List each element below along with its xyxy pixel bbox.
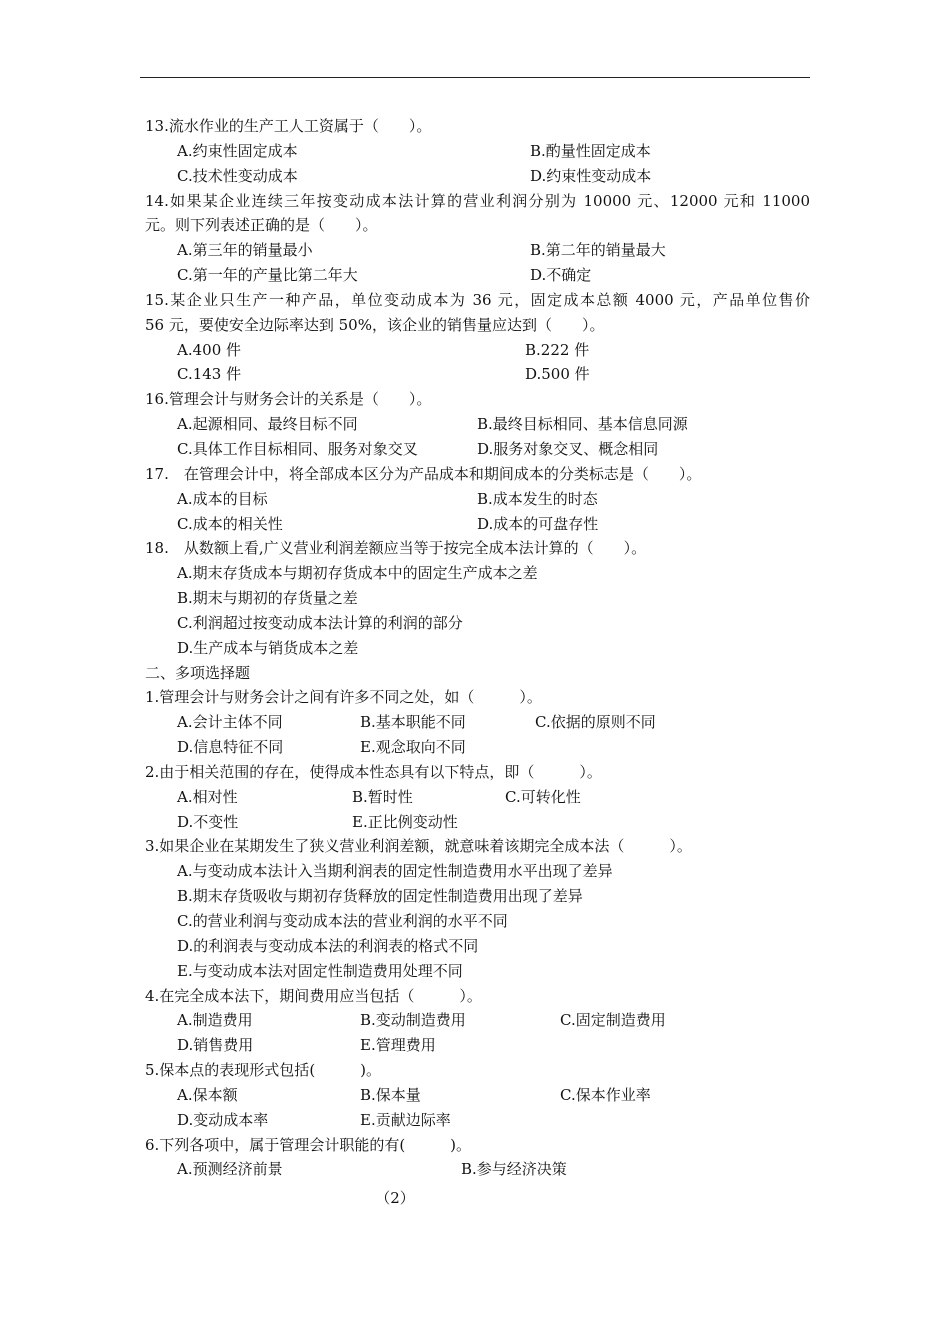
answer-option: A.成本的目标 [177, 489, 268, 508]
answer-option: C.固定制造费用 [560, 1011, 666, 1030]
answer-option: C.的营业利润与变动成本法的营业利润的水平不同 [177, 912, 508, 930]
answer-option: C.利润超过按变动成本法计算的利润的部分 [177, 613, 463, 632]
header-rule [140, 77, 810, 78]
question-line: 元。则下列表述正确的是（ ）。 [145, 216, 378, 235]
answer-option: C.可转化性 [505, 787, 581, 806]
answer-option: E.管理费用 [360, 1036, 436, 1055]
options-row [145, 412, 810, 437]
options-row [145, 437, 810, 462]
question-line: 3.如果企业在某期发生了狭义营业利润差额，就意味着该期完全成本法（ ）。 [145, 837, 692, 856]
question-line: 1.管理会计与财务会计之间有许多不同之处，如（ ）。 [145, 688, 542, 707]
options-row [145, 636, 810, 661]
answer-option: D.服务对象交叉、概念相同 [477, 439, 659, 458]
question-line: 16.管理会计与财务会计的关系是（ ）。 [145, 390, 432, 409]
answer-option: E.贡献边际率 [360, 1110, 451, 1129]
answer-option: A.约束性固定成本 [177, 141, 298, 160]
answer-option: A.制造费用 [177, 1011, 253, 1030]
options-row [145, 1083, 810, 1108]
answer-option: A.400 件 [177, 340, 241, 359]
answer-option: B.变动制造费用 [360, 1011, 466, 1030]
options-row [145, 561, 810, 586]
answer-option: C.143 件 [177, 365, 242, 384]
answer-option: C.具体工作目标相同、服务对象交叉 [177, 439, 418, 458]
question-line: 56 元，要使安全边际率达到 50%，该企业的销售量应达到（ ）。 [145, 315, 605, 334]
exam-content [145, 114, 810, 1182]
options-row [145, 710, 810, 735]
options-row [145, 512, 810, 537]
options-row [145, 238, 810, 263]
answer-option: D.信息特征不同 [177, 738, 284, 757]
answer-option: A.相对性 [177, 787, 238, 806]
question-line: 4.在完全成本法下，期间费用应当包括（ ）。 [145, 986, 482, 1005]
question-line: 二、多项选择题 [145, 663, 251, 682]
options-row [145, 1108, 810, 1133]
options-row [145, 139, 810, 164]
answer-option: A.预测经济前景 [177, 1160, 283, 1179]
options-row [145, 164, 810, 189]
options-row [145, 1157, 810, 1182]
options-row [145, 1033, 810, 1058]
question-line: 5.保本点的表现形式包括( )。 [145, 1061, 382, 1080]
question-line: 17. 在管理会计中，将全部成本区分为产品成本和期间成本的分类标志是（ ）。 [145, 464, 702, 483]
question-line: 18. 从数额上看,广义营业利润差额应当等于按完全成本法计算的（ ）。 [145, 539, 647, 558]
answer-option: A.第三年的销量最小 [177, 241, 313, 260]
answer-option: C.依据的原则不同 [535, 713, 656, 732]
question-line: 2.由于相关范围的存在，使得成本性态具有以下特点，即（ ）。 [145, 762, 602, 781]
answer-option: C.保本作业率 [560, 1085, 651, 1104]
answer-option: A.期末存货成本与期初存货成本中的固定生产成本之差 [177, 564, 538, 583]
answer-option: D.变动成本率 [177, 1110, 269, 1129]
options-row [145, 263, 810, 288]
answer-option: A.会计主体不同 [177, 713, 283, 732]
answer-option: C.第一年的产量比第二年大 [177, 266, 358, 285]
answer-option: E.与变动成本法对固定性制造费用处理不同 [177, 961, 463, 980]
answer-option: D.约束性变动成本 [530, 166, 652, 185]
answer-option: B.参与经济决策 [461, 1160, 567, 1179]
answer-option: A.保本额 [177, 1085, 238, 1104]
options-row [145, 338, 810, 363]
options-row [145, 785, 810, 810]
answer-option: C.技术性变动成本 [177, 166, 298, 185]
answer-option: E.观念取向不同 [360, 738, 466, 757]
answer-option: B.最终目标相同、基本信息同源 [477, 415, 688, 434]
answer-option: B.保本量 [360, 1085, 421, 1104]
answer-option: B.暂时性 [352, 787, 413, 806]
answer-option: D.成本的可盘存性 [477, 514, 599, 533]
question-line: 13.流水作业的生产工人工资属于（ ）。 [145, 117, 432, 135]
answer-option: A.与变动成本法计入当期利润表的固定性制造费用水平出现了差异 [177, 862, 613, 881]
answer-option: D.生产成本与销货成本之差 [177, 638, 359, 657]
answer-option: B.基本职能不同 [360, 713, 466, 732]
options-row [145, 586, 810, 611]
answer-option: B.期末存货吸收与期初存货释放的固定性制造费用出现了差异 [177, 887, 583, 906]
question-line: 6.下列各项中，属于管理会计职能的有( )。 [145, 1135, 472, 1154]
options-row [145, 909, 810, 934]
options-row [145, 859, 810, 884]
answer-option: D.不确定 [530, 266, 592, 285]
options-row [145, 884, 810, 909]
question-line: 14.如果某企业连续三年按变动成本法计算的营业利润分别为 10000 元、12000 元和 11000 [145, 191, 810, 210]
answer-option: B.成本发生的时态 [477, 489, 598, 508]
answer-option: D.不变性 [177, 812, 239, 831]
options-row [145, 735, 810, 760]
options-row [145, 959, 810, 984]
answer-option: D.销售费用 [177, 1036, 254, 1055]
options-row [145, 362, 810, 387]
options-row [145, 1008, 810, 1033]
answer-option: D.的利润表与变动成本法的利润表的格式不同 [177, 936, 479, 955]
answer-option: B.酌量性固定成本 [530, 141, 651, 160]
options-row [145, 934, 810, 959]
answer-option: D.500 件 [525, 365, 590, 384]
answer-option: B.期末与期初的存货量之差 [177, 589, 358, 608]
answer-option: E.正比例变动性 [352, 812, 458, 831]
page-number: （2） [375, 1189, 415, 1207]
options-row [145, 810, 810, 835]
answer-option: B.222 件 [525, 340, 590, 359]
answer-option: A.起源相同、最终目标不同 [177, 415, 358, 434]
options-row [145, 487, 810, 512]
question-line: 15.某企业只生产一种产品，单位变动成本为 36 元，固定成本总额 4000 元，产品单位售价 [145, 290, 810, 309]
options-row [145, 611, 810, 636]
answer-option: B.第二年的销量最大 [530, 241, 666, 260]
answer-option: C.成本的相关性 [177, 514, 283, 533]
